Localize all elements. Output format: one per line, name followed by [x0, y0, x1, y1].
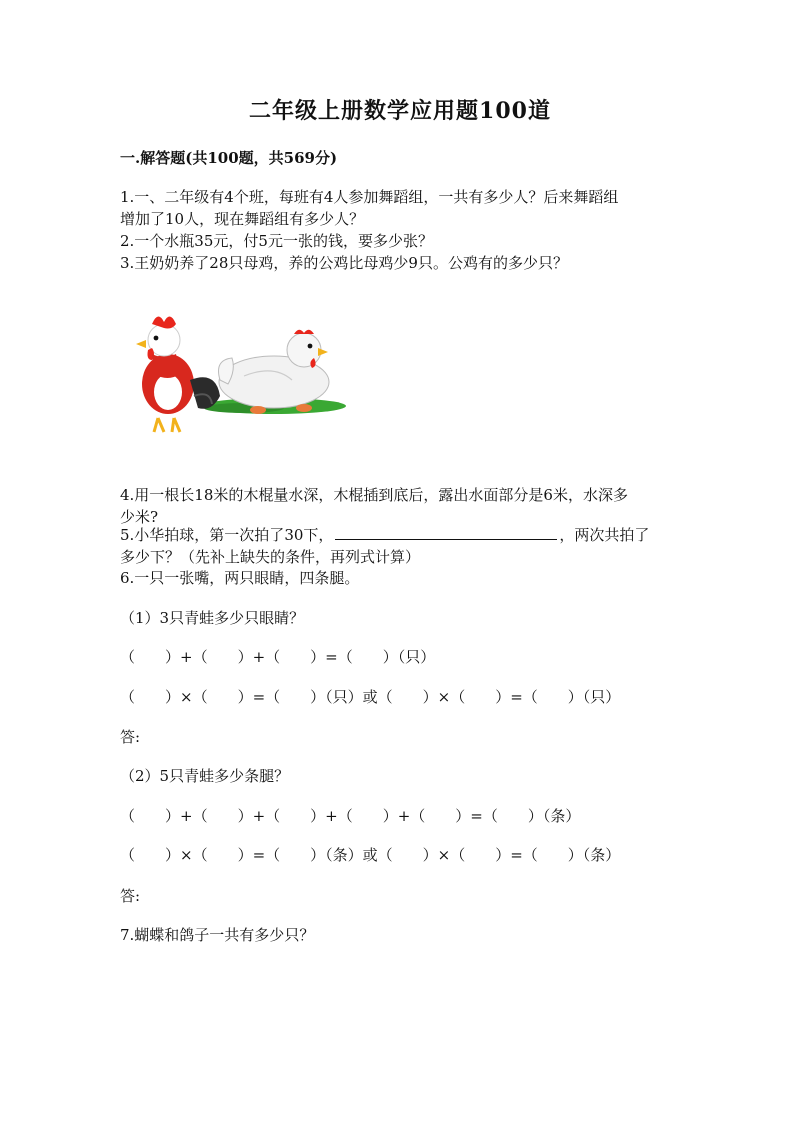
- question-1-line-2: 增加了10人，现在舞蹈组有多少人？: [120, 210, 365, 228]
- rooster-figure: [136, 316, 220, 432]
- question-4-line-1: 4.用一根长18米的木棍量水深，木棍插到底后，露出水面部分是6米，水深多: [120, 486, 628, 504]
- question-1-line-1: 1.一、二年级有4个班，每班有4人参加舞蹈组，一共有多少人？后来舞蹈组: [120, 188, 619, 206]
- fill-in-blank[interactable]: [335, 525, 557, 540]
- question-3: 3.王奶奶养了28只母鸡，养的公鸡比母鸡少9只。公鸡有的多少只？: [120, 254, 568, 272]
- question-5-text-b: ，两次共拍了: [559, 526, 650, 544]
- question-6-part-2: （2）5只青蛙多少条腿？: [120, 767, 290, 785]
- question-7: 7.蝴蝶和鸽子一共有多少只？: [120, 926, 315, 944]
- question-6-part-1: （1）3只青蛙多少只眼睛？: [120, 609, 305, 627]
- question-6: 6.一只一张嘴，两只眼睛，四条腿。: [120, 569, 360, 587]
- question-2: 2.一个水瓶35元，付5元一张的钱，要多少张？: [120, 232, 433, 250]
- page-title: 二年级上册数学应用题100道: [249, 98, 551, 124]
- question-6-part-1-addition: （ ）+（ ）+（ ）=（ ）（只）: [120, 648, 436, 666]
- answer-label: 答:: [120, 728, 141, 746]
- question-5-line-2: 多少下？（先补上缺失的条件，再列式计算）: [120, 548, 421, 566]
- question-5-line-1: [120, 524, 649, 546]
- question-4-line-2: 少米?: [120, 508, 159, 526]
- question-6-part-2-multiplication: （ ）×（ ）=（ ）（条）或（ ）×（ ）=（ ）（条）: [120, 846, 621, 864]
- question-6-part-1-multiplication: （ ）×（ ）=（ ）（只）或（ ）×（ ）=（ ）（只）: [120, 688, 621, 706]
- section-heading: 一.解答题(共100题，共569分): [120, 149, 338, 167]
- answer-label: 答:: [120, 887, 141, 905]
- question-6-part-2-addition: （ ）+（ ）+（ ）+（ ）+（ ）=（ ）（条）: [120, 807, 581, 825]
- rooster-and-hen-illustration: [124, 300, 356, 440]
- question-5-text-a: 5.小华拍球，第一次拍了30下，: [120, 526, 334, 544]
